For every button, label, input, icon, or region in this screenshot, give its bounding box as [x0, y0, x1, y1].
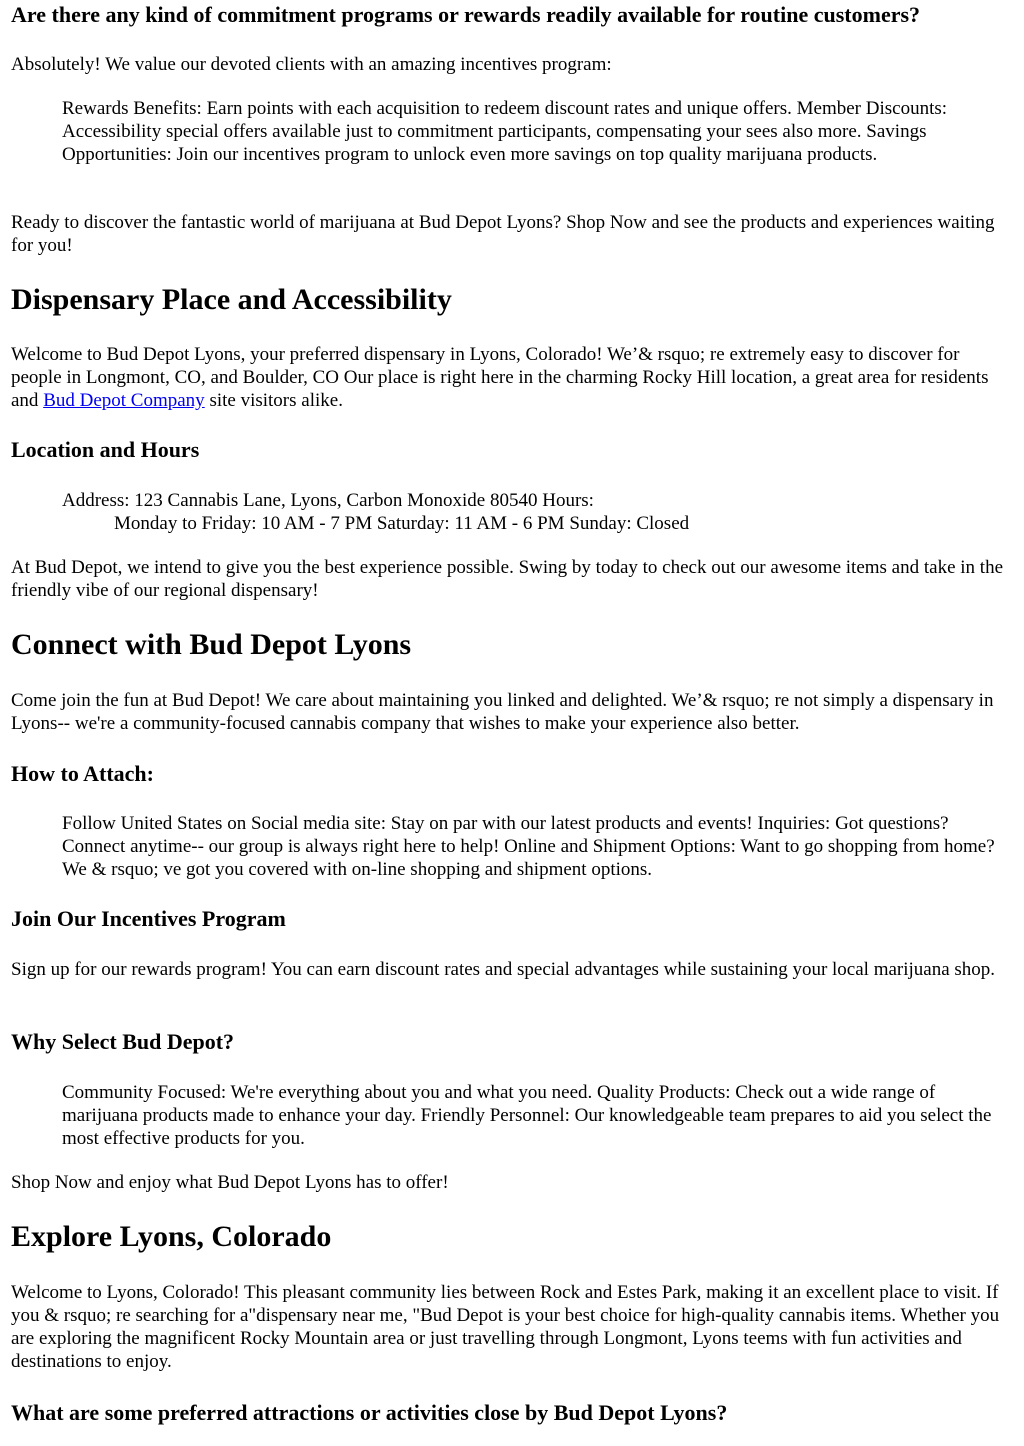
- ready-paragraph: Ready to discover the fantastic world of marijuana at Bud Depot Lyons? Shop Now and see the products and experiences waiting for you!: [11, 212, 995, 256]
- visit-paragraph: At Bud Depot, we intend to give you the best experience possible. Swing by today to check out our awesome items and take in the friendly vibe of our regional dispensary!: [11, 557, 1003, 601]
- dispensary-welcome-paragraph: [11, 343, 1014, 412]
- explore-lyons-paragraph: Welcome to Lyons, Colorado! This pleasant community lies between Rock and Estes Park, making it an excellent place to visit. If you & rsquo; re searching for a"dispensary near me, "Bud Depot is your best choice for high-quality cannabis items. Whether you are exploring the magnificent Rocky Mountain area or just travelling through Longmont, Lyons teems with fun activities and destinations to enjoy.: [11, 1282, 1000, 1372]
- shop-now-paragraph: Shop Now and enjoy what Bud Depot Lyons has to offer!: [11, 1172, 449, 1193]
- welcome-text-end: site visitors alike.: [204, 390, 343, 411]
- rewards-answer-intro: Absolutely! We value our devoted clients with an amazing incentives program:: [11, 54, 612, 75]
- dispensary-place-heading: Dispensary Place and Accessibility: [11, 283, 452, 316]
- location-hours-heading: Location and Hours: [11, 437, 200, 462]
- rewards-details-block: Rewards Benefits: Earn points with each acquisition to redeem discount rates and unique offers. Member Discounts: Accessibility special offers available just to commitment participants, compensating your sees also more. Savings Opportunities: Join our incentives program to unlock even more savings on top quality marijuana products.: [62, 98, 948, 165]
- connect-heading: Connect with Bud Depot Lyons: [11, 628, 412, 661]
- explore-lyons-heading: Explore Lyons, Colorado: [11, 1220, 332, 1253]
- address-line: Address: 123 Cannabis Lane, Lyons, Carbon Monoxide 80540 Hours:: [62, 490, 594, 511]
- bud-depot-company-link[interactable]: Bud Depot Company: [43, 390, 205, 411]
- why-select-block: Community Focused: We're everything about you and what you need. Quality Products: Check out a wide range of marijuana products made to enhance your day. Friendly Personnel: Our knowledgeable team prepares to aid you select the most effective products for you.: [62, 1082, 992, 1149]
- why-select-heading: Why Select Bud Depot?: [11, 1029, 235, 1054]
- attractions-question-heading: What are some preferred attractions or activities close by Bud Depot Lyons?: [11, 1400, 728, 1425]
- welcome-text: Welcome to Bud Depot Lyons, your preferred dispensary in Lyons, Colorado! We’& rsquo; re extremely easy to discover for people in Longmont, CO, and Boulder, CO Our place is right here in the charming Rocky Hill location, a great area for residents and: [11, 344, 989, 411]
- connect-intro-paragraph: Come join the fun at Bud Depot! We care about maintaining you linked and delighted. We’& rsquo; re not simply a dispensary in Lyons-- we're a community-focused cannabis company that wishes to make your experience also better.: [11, 690, 994, 734]
- incentives-paragraph: Sign up for our rewards program! You can earn discount rates and special advantages while sustaining your local marijuana shop.: [11, 959, 996, 980]
- incentives-program-heading: Join Our Incentives Program: [11, 906, 286, 931]
- hours-line: Monday to Friday: 10 AM - 7 PM Saturday: 11 AM - 6 PM Sunday: Closed: [114, 513, 690, 534]
- how-to-attach-heading: How to Attach:: [11, 761, 154, 786]
- attach-options-block: Follow United States on Social media site: Stay on par with our latest products and events! Inquiries: Got questions? Connect anytime-- our group is always right here to help! Online and Shipment Options: Want to go shopping from home? We & rsquo; ve got you covered with on-line shopping and shipment options.: [62, 813, 995, 880]
- rewards-question-heading: Are there any kind of commitment programs or rewards readily available for routine customers?: [11, 2, 921, 27]
